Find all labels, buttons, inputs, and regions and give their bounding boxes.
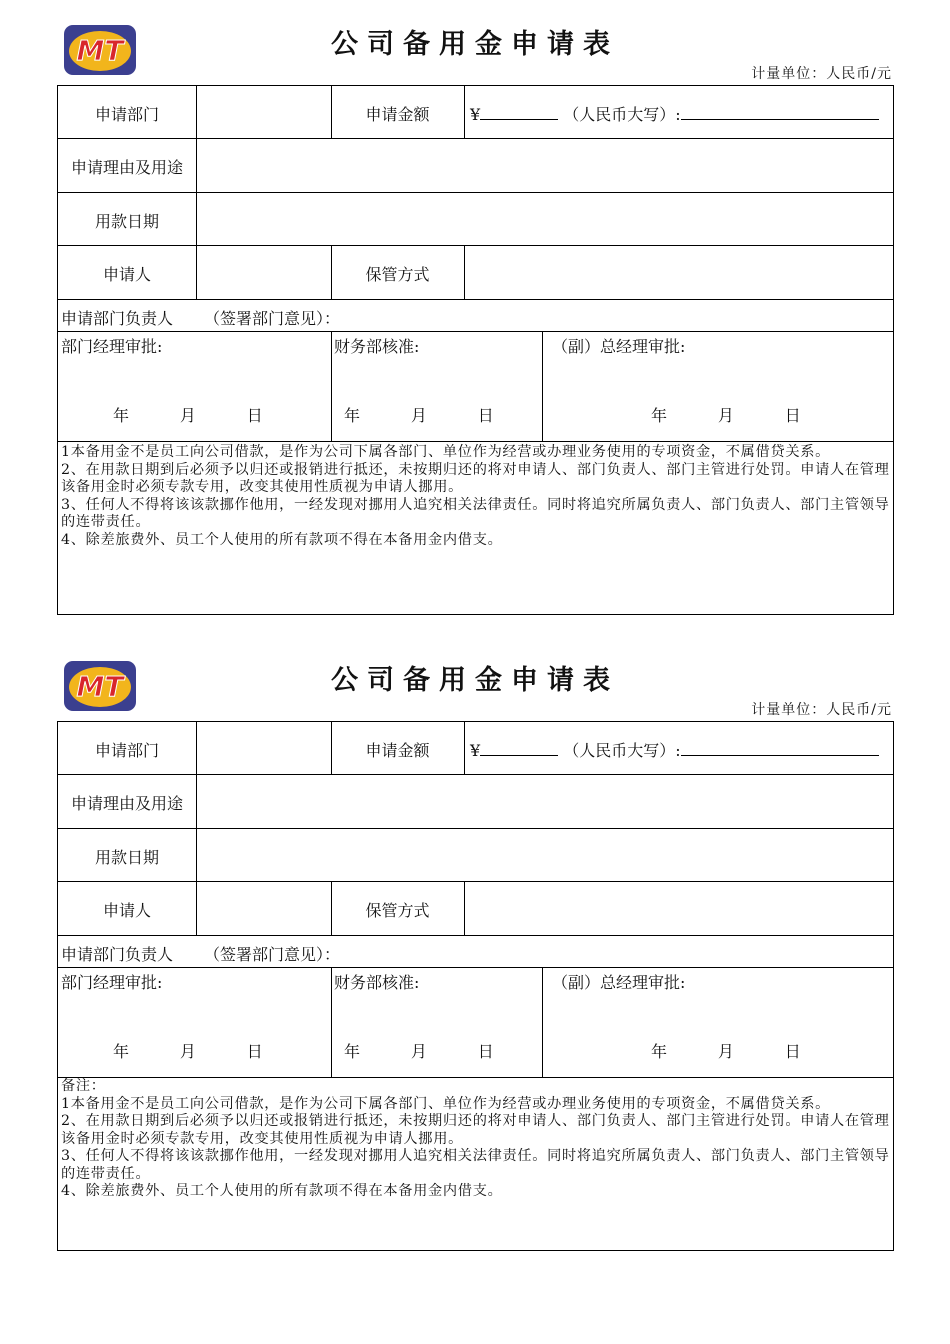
yen-sign: ¥ [470, 105, 481, 124]
notes [61, 444, 891, 549]
reason-label: 申请理由及用途 [70, 794, 183, 813]
reason-field[interactable] [196, 139, 893, 192]
mt-logo-icon [63, 24, 137, 76]
head-label: 申请部门负责人 [61, 945, 174, 964]
note-item: 4、除差旅费外、员工个人使用的所有款项不得在本备用金内借支。 [61, 531, 503, 548]
dept-manager-date[interactable]: 年 月 日 [113, 406, 263, 425]
custody-field[interactable] [464, 882, 893, 935]
applicant-label: 申请人 [102, 901, 151, 920]
dept-manager-approval: 部门经理审批: [61, 973, 163, 992]
notes [61, 1078, 891, 1201]
note-item: 4、除差旅费外、员工个人使用的所有款项不得在本备用金内借支。 [61, 1183, 503, 1199]
reason-label: 申请理由及用途 [70, 158, 183, 177]
date-label: 用款日期 [94, 212, 159, 231]
date-label: 用款日期 [94, 848, 159, 867]
mt-logo-icon [63, 660, 137, 712]
dept-label: 申请部门 [94, 105, 159, 124]
reason-field[interactable] [196, 775, 893, 828]
amount-upper-label: （人民币大写）: [563, 105, 681, 124]
yen-sign: ¥ [470, 741, 481, 760]
svg-text:MT: MT [76, 34, 124, 67]
gm-date[interactable]: 年 月 日 [651, 406, 801, 425]
unit-label: 计量单位：人民币/元 [751, 66, 892, 82]
dept-field[interactable] [196, 86, 331, 138]
finance-date[interactable]: 年 月 日 [344, 406, 494, 425]
note-item: 2、在用款日期到后必须予以归还或报销进行抵还，未按期归还的将对申请人、部门负责人、部门主管进行处罚。申请人在管理该备用金时必须专款专用，改变其使用性质视为申请人挪用。 [61, 461, 890, 495]
notes-header: 备注： [61, 1078, 106, 1094]
head-label: 申请部门负责人 [61, 309, 174, 328]
form-title: 公司备用金申请表 [331, 665, 619, 696]
note-item: 1本备用金不是员工向公司借款，是作为公司下属各部门、单位作为经营或办理业务使用的专项资金，不属借贷关系。 [61, 444, 830, 460]
finance-date[interactable]: 年 月 日 [344, 1042, 494, 1061]
form-title: 公司备用金申请表 [331, 29, 619, 60]
applicant-field[interactable] [196, 246, 331, 299]
dept-label: 申请部门 [94, 741, 159, 760]
amount-label: 申请金额 [365, 741, 430, 760]
dept-field[interactable] [196, 722, 331, 774]
gm-date[interactable]: 年 月 日 [651, 1042, 801, 1061]
finance-approval: 财务部核准: [334, 337, 420, 356]
gm-approval: （副）总经理审批: [552, 337, 686, 356]
amount-upper-label: （人民币大写）: [563, 741, 681, 760]
dept-manager-date[interactable]: 年 月 日 [113, 1042, 263, 1061]
note-item: 3、任何人不得将该该款挪作他用，一经发现对挪用人追究相关法律责任。同时将追究所属负责人、部门负责人、部门主管领导的连带责任。 [61, 1148, 890, 1182]
amount-label: 申请金额 [365, 105, 430, 124]
note-item: 1本备用金不是员工向公司借款，是作为公司下属各部门、单位作为经营或办理业务使用的专项资金，不属借贷关系。 [61, 1095, 830, 1112]
note-item: 3、任何人不得将该该款挪作他用，一经发现对挪用人追究相关法律责任。同时将追究所属负责人、部门负责人、部门主管领导的连带责任。 [61, 496, 890, 530]
unit-label: 计量单位：人民币/元 [751, 702, 892, 718]
dept-manager-approval: 部门经理审批: [61, 337, 163, 356]
applicant-field[interactable] [196, 882, 331, 935]
custody-label: 保管方式 [365, 901, 430, 920]
date-field[interactable] [196, 193, 893, 245]
custody-field[interactable] [464, 246, 893, 299]
amount-field[interactable] [470, 738, 879, 761]
date-field[interactable] [196, 829, 893, 881]
svg-text:MT: MT [76, 670, 124, 703]
head-opinion[interactable]: （签署部门意见）： [204, 309, 341, 328]
finance-approval: 财务部核准: [334, 973, 420, 992]
form-table [57, 85, 894, 615]
head-opinion[interactable]: （签署部门意见）： [204, 945, 341, 964]
form-1 [0, 0, 950, 620]
gm-approval: （副）总经理审批: [552, 973, 686, 992]
amount-field[interactable] [470, 102, 879, 125]
custody-label: 保管方式 [365, 265, 430, 284]
applicant-label: 申请人 [102, 265, 151, 284]
note-item: 2、在用款日期到后必须予以归还或报销进行抵还，未按期归还的将对申请人、部门负责人、部门主管进行处罚。申请人在管理该备用金时必须专款专用，改变其使用性质视为申请人挪用。 [61, 1113, 890, 1147]
form-2 [0, 636, 950, 1256]
form-table [57, 721, 894, 1251]
